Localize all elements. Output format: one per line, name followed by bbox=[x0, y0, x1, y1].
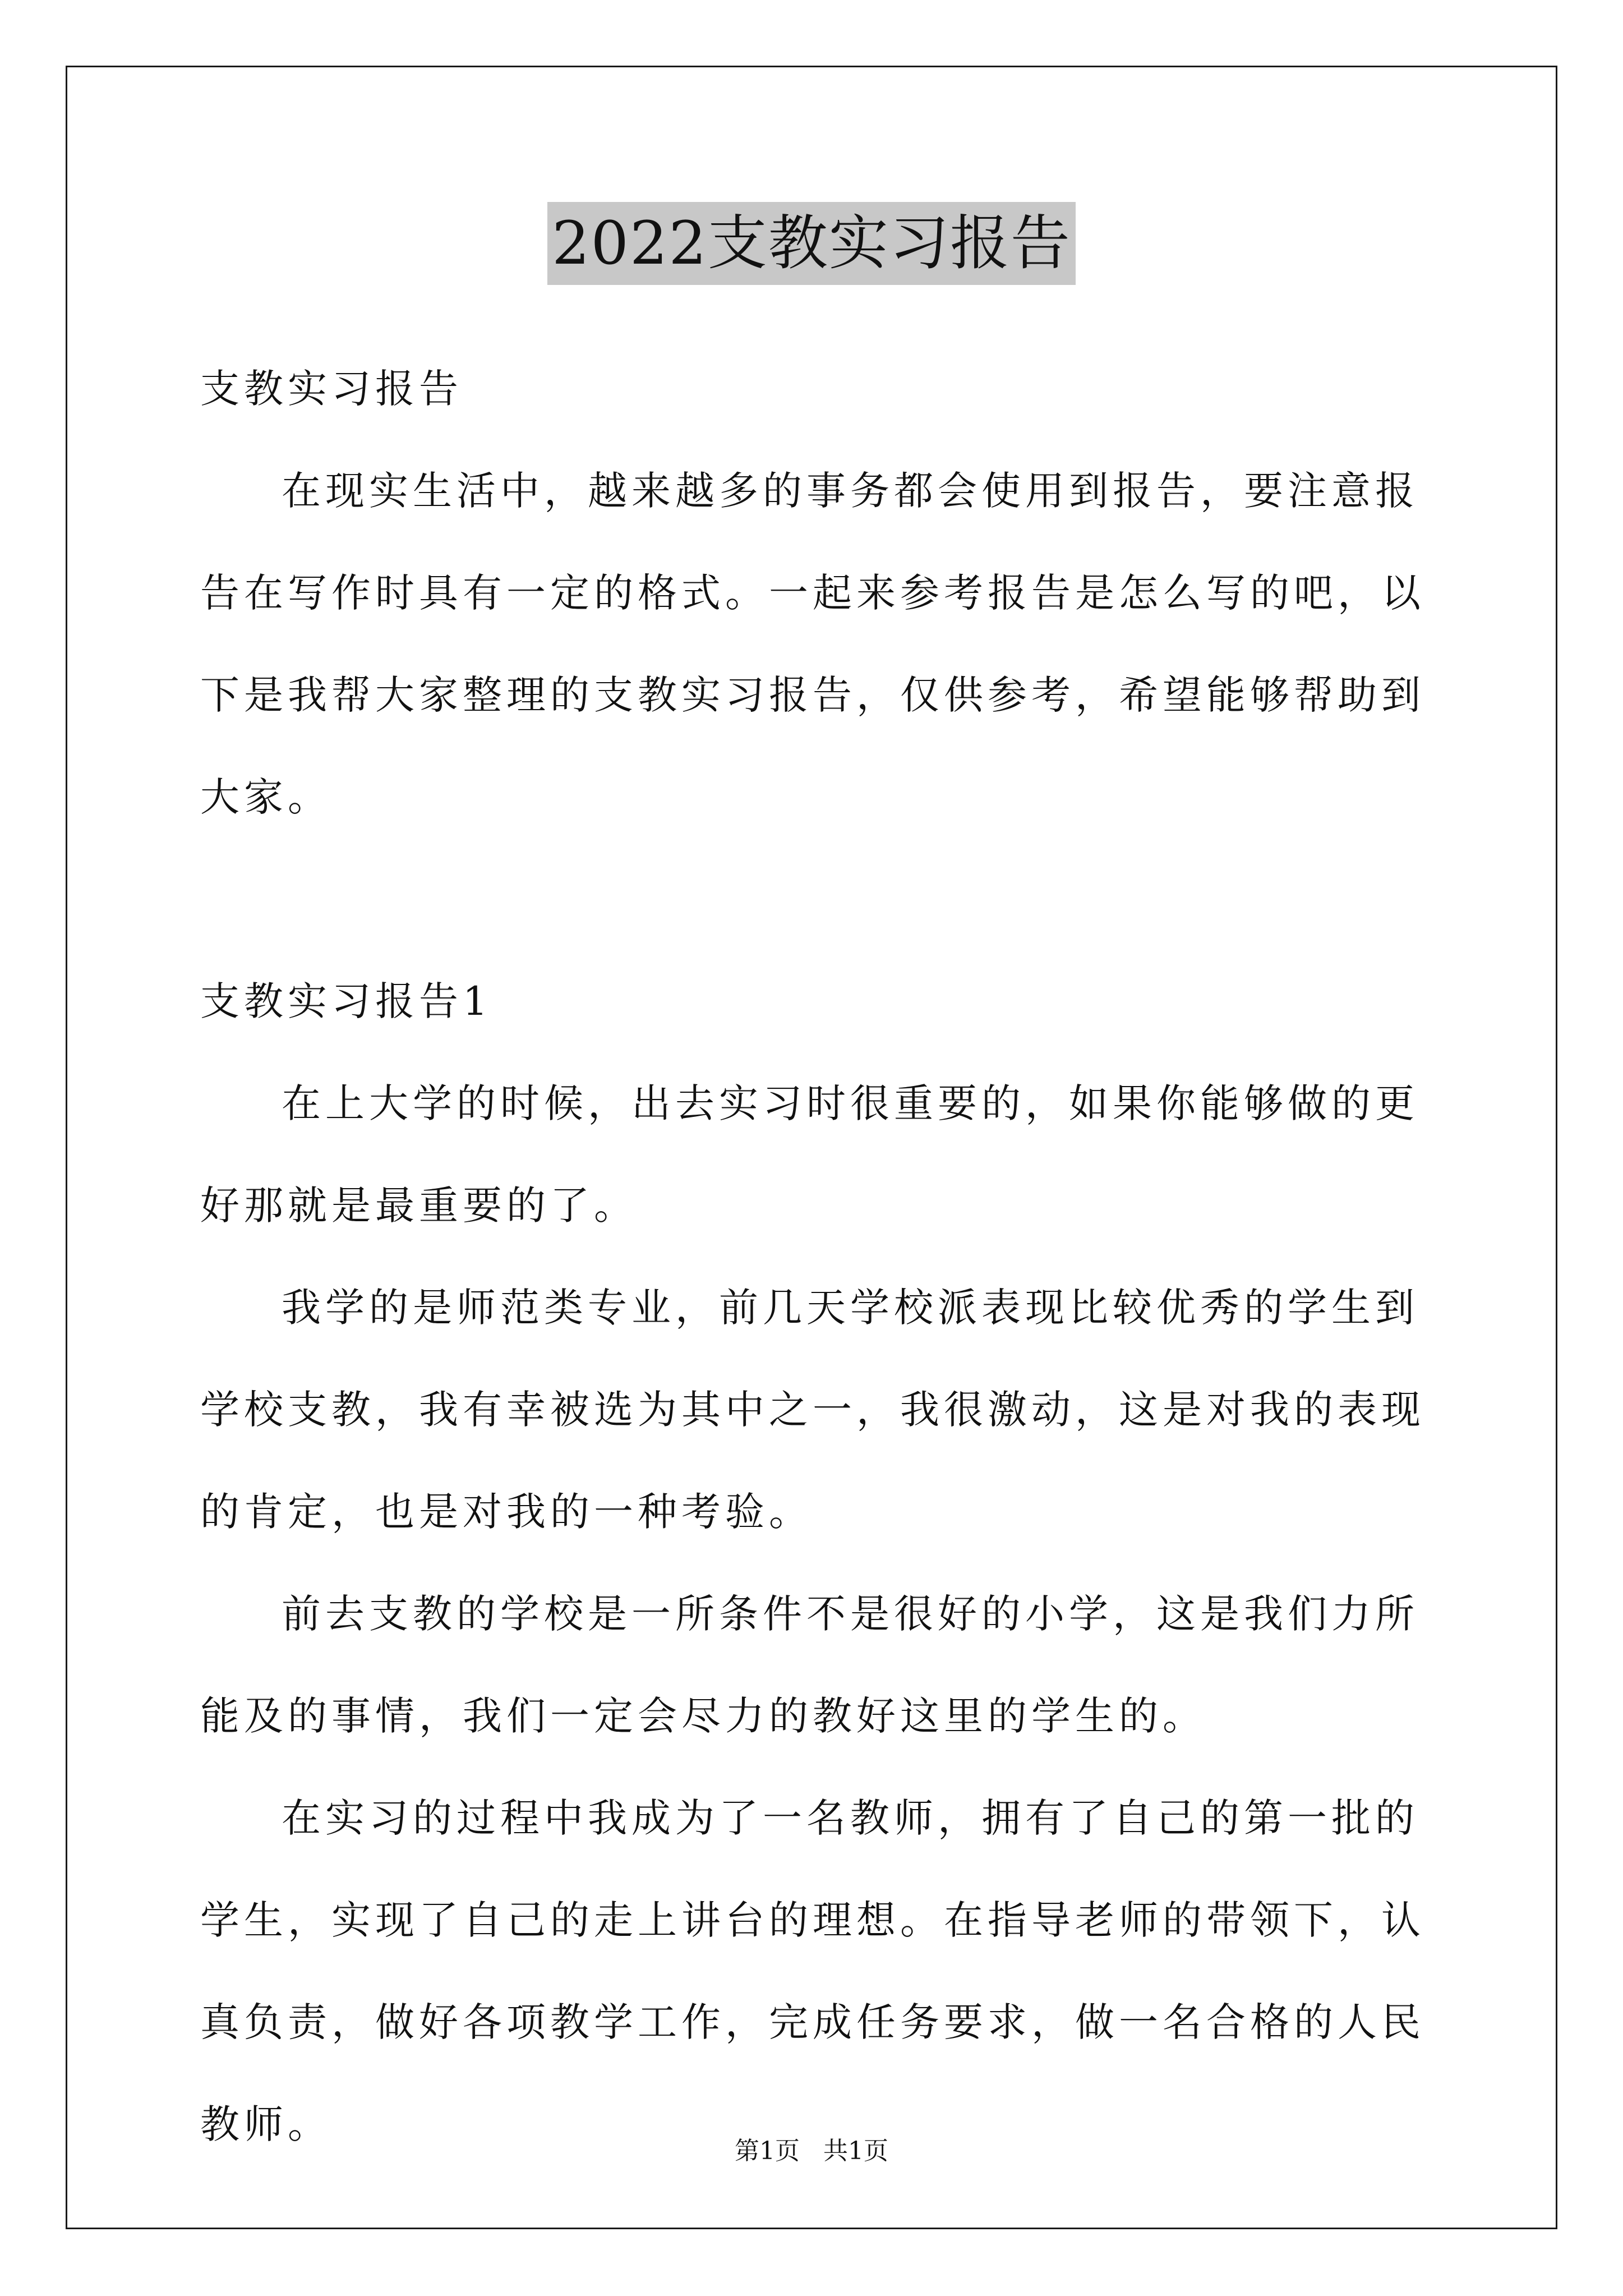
title-container bbox=[0, 202, 1623, 285]
body-paragraph: 在实习的过程中我成为了一名教师，拥有了自己的第一批的学生，实现了自己的走上讲台的理想。在指导老师的带领下，认真负责，做好各项教学工作，完成任务要求，做一名合格的人民教师。 bbox=[200, 1795, 1425, 2147]
paragraph-gap bbox=[200, 848, 1434, 950]
section-heading: 支教实习报告1 bbox=[200, 978, 492, 1024]
page-footer: 第1页 共1页 bbox=[735, 2137, 888, 2165]
body-paragraph: 在上大学的时候，出去实习时很重要的，如果你能够做的更好那就是最重要的了。 bbox=[200, 1080, 1419, 1228]
body-paragraph: 在现实生活中，越来越多的事务都会使用到报告，要注意报告在写作时具有一定的格式。一起来参考报告是怎么写的吧，以下是我帮大家整理的支教实习报告，仅供参考，希望能够帮助到大家。 bbox=[200, 468, 1425, 820]
document-body bbox=[200, 338, 1434, 2175]
section-heading: 支教实习报告 bbox=[200, 366, 463, 412]
body-paragraph: 前去支教的学校是一所条件不是很好的小学，这是我们力所能及的事情，我们一定会尽力的教好这里的学生的。 bbox=[200, 1591, 1419, 1739]
document-title: 2022支教实习报告 bbox=[547, 202, 1076, 285]
body-paragraph: 我学的是师范类专业，前几天学校派表现比较优秀的学生到学校支教，我有幸被选为其中之一，我很激动，这是对我的表现的肯定，也是对我的一种考验。 bbox=[200, 1285, 1425, 1535]
